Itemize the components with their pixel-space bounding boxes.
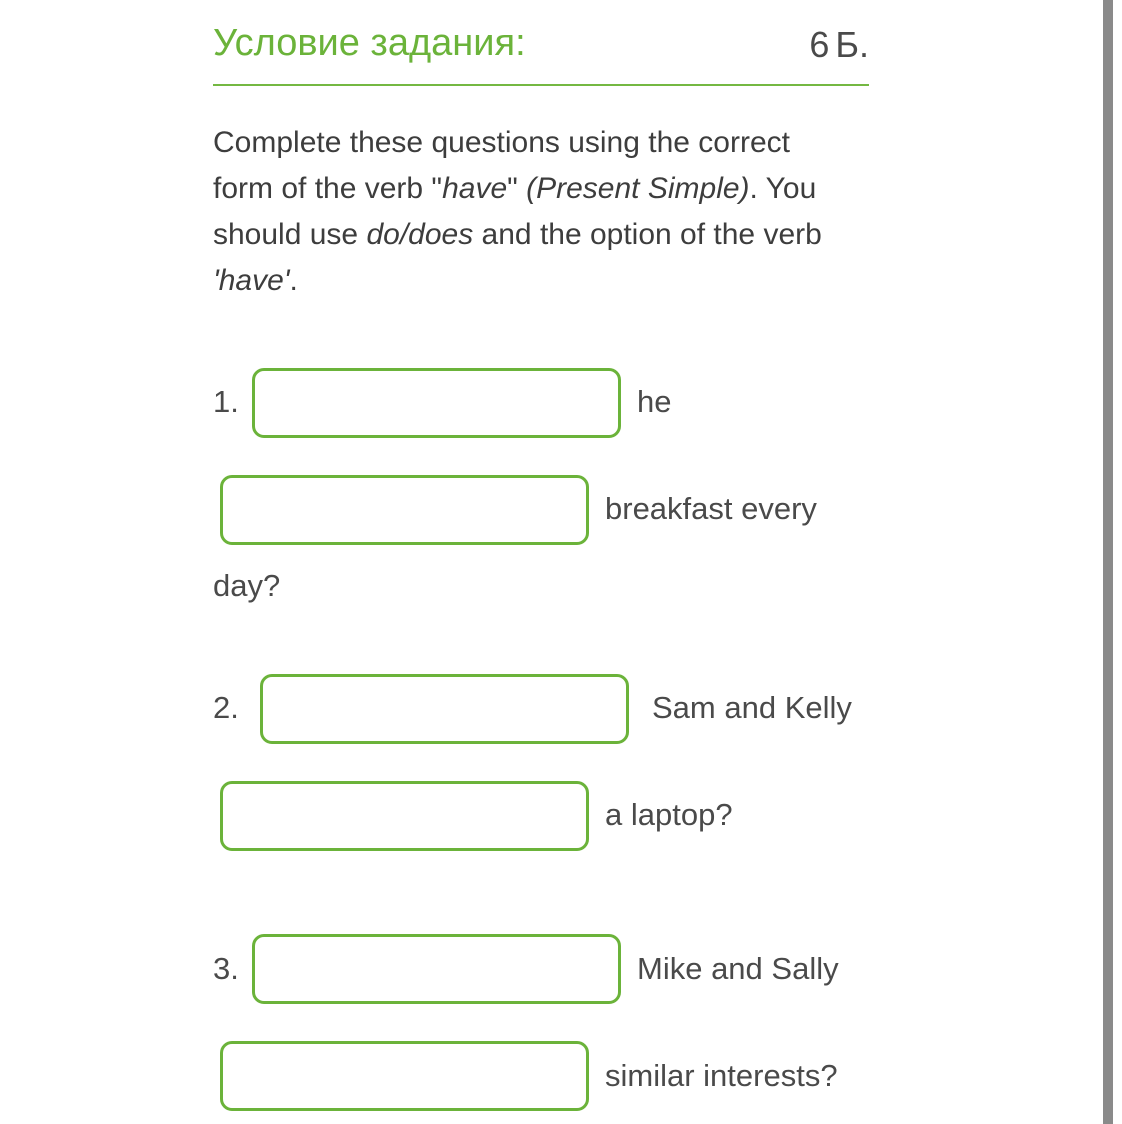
task-header: [213, 22, 869, 86]
question-2-answer-1-input[interactable]: [260, 674, 629, 744]
question-1-number: 1.: [213, 384, 239, 419]
question-3-text-1: Mike and Sally: [637, 951, 839, 986]
question-2-answer-2-input[interactable]: [220, 781, 589, 851]
instructions-present-simple: (Present Simple): [526, 172, 750, 205]
question-2-text-2: a laptop?: [605, 797, 733, 832]
question-3-answer-2-input[interactable]: [220, 1041, 589, 1111]
instructions-text-1: Complete these questions using the correct form of the verb ": [213, 126, 790, 205]
question-3-text-2: similar interests?: [605, 1058, 838, 1093]
instructions-verb-have: have: [442, 172, 508, 205]
task-instructions: [213, 120, 853, 304]
question-1-text-2: breakfast every: [605, 491, 817, 526]
question-1-text-1: he: [637, 384, 672, 419]
instructions-do-does: do/does: [366, 218, 474, 251]
points-unit: Б.: [835, 24, 869, 65]
question-1-text-3: day?: [213, 568, 281, 603]
task-condition-title: Условие задания:: [213, 22, 526, 64]
instructions-verb-have-quoted: 'have': [213, 264, 290, 297]
instructions-text-2: ": [507, 172, 527, 205]
scrollbar[interactable]: [1103, 0, 1113, 1124]
question-2-number: 2.: [213, 690, 239, 725]
instructions-text-4: and the option of the verb: [473, 218, 822, 251]
question-3-number: 3.: [213, 951, 239, 986]
question-2-text-1: Sam and Kelly: [652, 690, 852, 725]
instructions-text-5: .: [289, 264, 298, 297]
task-points: [809, 24, 869, 66]
question-1-answer-1-input[interactable]: [252, 368, 621, 438]
instructions-text-3: . You should use: [213, 172, 817, 251]
points-value: 6: [809, 24, 830, 65]
question-3-answer-1-input[interactable]: [252, 934, 621, 1004]
question-1-answer-2-input[interactable]: [220, 475, 589, 545]
